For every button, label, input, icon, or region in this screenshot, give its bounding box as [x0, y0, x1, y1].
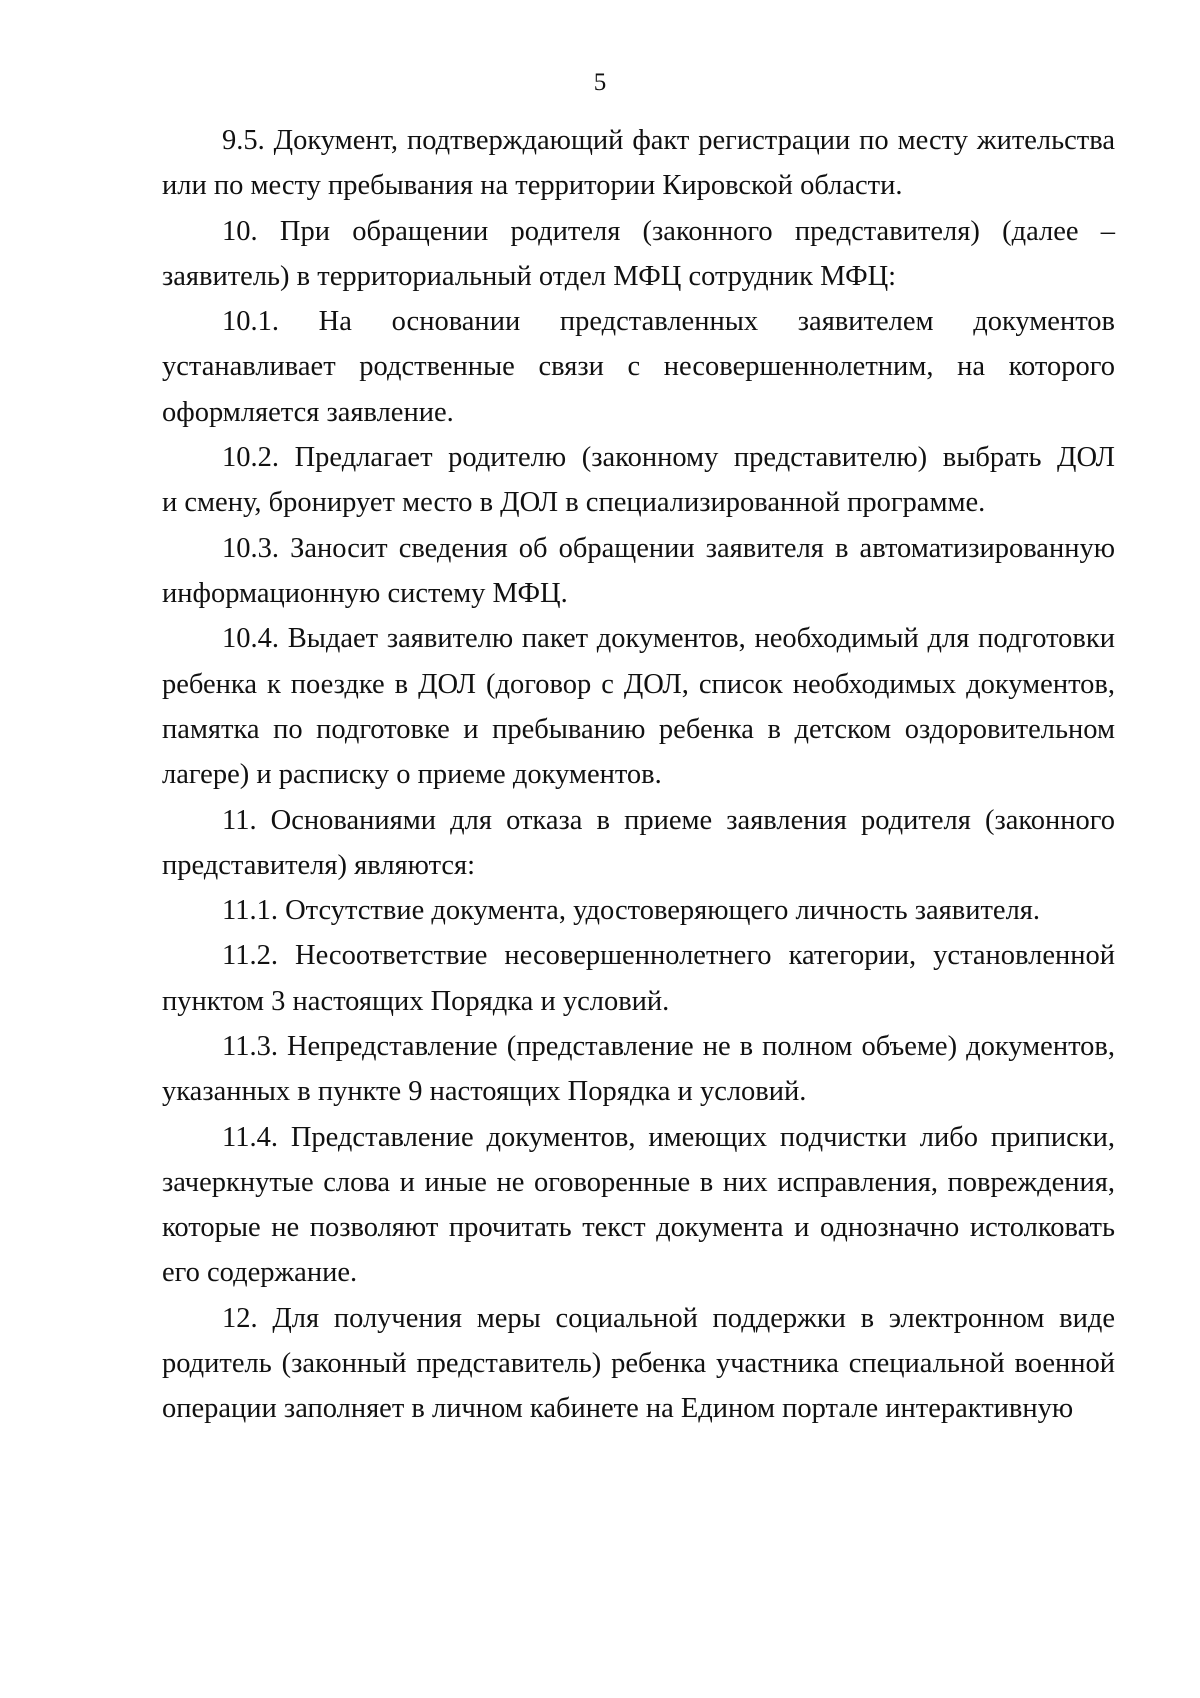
- text-line: 10.1. На основании представленных заявителем документов: [222, 306, 1115, 338]
- text-line: пунктом 3 настоящих Порядка и условий.: [162, 985, 670, 1017]
- text-line: оформляется заявление.: [162, 396, 454, 428]
- page-number: 5: [593, 69, 607, 96]
- paragraph: [162, 933, 1115, 1024]
- paragraph: [162, 526, 1115, 617]
- paragraph: [162, 798, 1115, 889]
- text-line: 10. При обращении родителя (законного представителя) (далее –: [222, 215, 1115, 247]
- text-line: 11. Основаниями для отказа в приеме заявления родителя (законного: [222, 804, 1115, 836]
- text-line: 11.2. Несоответствие несовершеннолетнего категории, установленной: [222, 940, 1115, 972]
- text-line: лагере) и расписку о приеме документов.: [162, 759, 662, 791]
- text-line: 10.2. Предлагает родителю (законному представителю) выбрать ДОЛ: [222, 442, 1115, 474]
- text-line: 11.1. Отсутствие документа, удостоверяющего личность заявителя.: [222, 895, 1041, 927]
- text-line: его содержание.: [162, 1257, 358, 1289]
- text-line: 12. Для получения меры социальной поддержки в электронном виде: [222, 1302, 1115, 1334]
- paragraph: [162, 299, 1115, 435]
- text-line: информационную систему МФЦ.: [162, 577, 568, 609]
- text-line: представителя) являются:: [162, 849, 476, 881]
- text-line: 9.5. Документ, подтверждающий факт регистрации по месту жительства: [222, 125, 1115, 156]
- text-line: и смену, бронирует место в ДОЛ в специализированной программе.: [162, 487, 986, 519]
- text-line: 10.4. Выдает заявителю пакет документов, необходимый для подготовки: [222, 623, 1115, 655]
- paragraph: [162, 1024, 1115, 1115]
- paragraph: [162, 118, 1115, 209]
- text-line: родитель (законный представитель) ребенка участника специальной военной: [162, 1348, 1115, 1380]
- text-line: которые не позволяют прочитать текст документа и однозначно истолковать: [162, 1212, 1115, 1244]
- text-line: ребенка к поездке в ДОЛ (договор с ДОЛ, список необходимых документов,: [162, 668, 1115, 700]
- paragraph: [162, 616, 1115, 797]
- text-line: 11.3. Непредставление (представление не в полном объеме) документов,: [222, 1031, 1115, 1062]
- text-line: памятка по подготовке и пребыванию ребенка в детском оздоровительном: [162, 713, 1115, 745]
- text-line: 11.4. Представление документов, имеющих подчистки либо приписки,: [222, 1121, 1115, 1153]
- text-line: операции заполняет в личном кабинете на Едином портале интерактивную: [162, 1393, 1074, 1425]
- text-line: зачеркнутые слова и иные не оговоренные в них исправления, повреждения,: [162, 1166, 1115, 1198]
- paragraph: [162, 1296, 1115, 1432]
- text-line: указанных в пункте 9 настоящих Порядка и условий.: [162, 1076, 807, 1108]
- paragraph: [162, 1115, 1115, 1296]
- paragraph: [162, 435, 1115, 526]
- text-line: или по месту пребывания на территории Кировской области.: [162, 170, 903, 202]
- text-line: заявитель) в территориальный отдел МФЦ сотрудник МФЦ:: [162, 260, 897, 292]
- text-line: 10.3. Заносит сведения об обращении заявителя в автоматизированную: [222, 532, 1115, 564]
- paragraph: [162, 209, 1115, 300]
- text-line: устанавливает родственные связи с несовершеннолетним, на которого: [162, 351, 1115, 383]
- paragraph: [162, 888, 1115, 933]
